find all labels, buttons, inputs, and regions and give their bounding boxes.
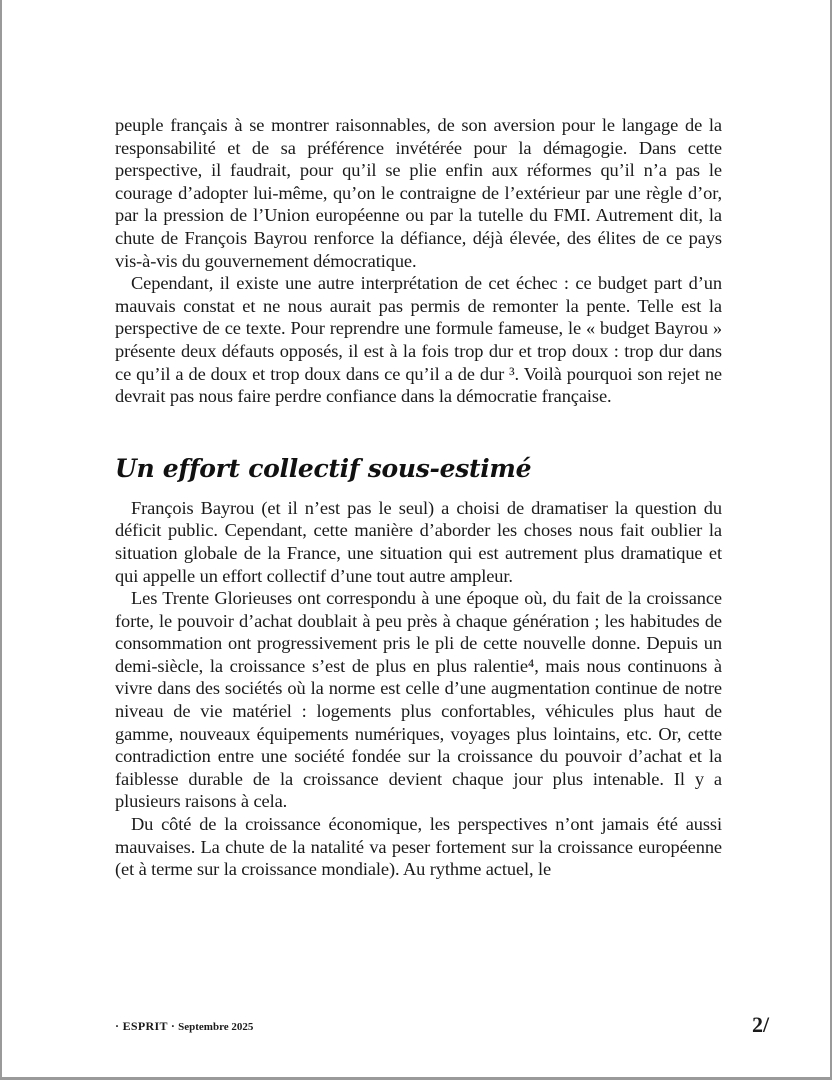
section-heading: Un effort collectif sous-estimé [115, 453, 532, 483]
journal-name: · ESPRIT · [115, 1019, 176, 1033]
paragraph: Cependant, il existe une autre interprétation de cet échec : ce budget part d’un mauvais constat et ne nous aurait pas permis de remonter la pente. Telle est la perspective de ce texte. Pour reprendre une formule fameuse, le « budget Bayrou » présente deux défauts opposés, il est à la fois trop dur et trop doux : trop dur dans ce qu’il a de doux et trop doux dans ce qu’il a de dur ³. Voilà pourquoi son rejet ne devrait pas nous faire perdre confiance dans la démocratie française. [115, 273, 722, 407]
paragraph: Du côté de la croissance économique, les perspectives n’ont jamais été aussi mauvaises. La chute de la natalité va peser fortement sur la croissance européenne (et à terme sur la croissance mondiale). Au rythme actuel, le [115, 814, 722, 880]
page-number: 2/ [752, 1012, 770, 1037]
article-body [115, 114, 722, 881]
page-footer [115, 1019, 253, 1034]
paragraph: François Bayrou (et il n’est pas le seul) a choisi de dramatiser la question du déficit public. Cependant, cette manière d’aborder les choses nous fait oublier la situation globale de la France, une situation qui est autrement plus dramatique et qui appelle un effort collectif d’une tout autre ampleur. [115, 497, 722, 586]
paragraph: Les Trente Glorieuses ont correspondu à une époque où, du fait de la croissance forte, le pouvoir d’achat doublait à peu près à chaque génération ; les habitudes de consommation ont progressivement pris le pli de cette nouvelle donne. Depuis un demi-siècle, la croissance s’est de plus en plus ralentie⁴, mais nous continuons à vivre dans des sociétés où la norme est celle d’une augmentation continue de notre niveau de vie matériel : logements plus confortables, véhicules plus haut de gamme, nouveaux équipements numériques, voyages plus lointains, etc. Or, cette contradiction entre une société fondée sur la croissance du pouvoir d’achat et la faiblesse durable de la croissance devient chaque jour plus intenable. Il y a plusieurs raisons à cela. [115, 588, 722, 812]
paragraph-continuation: peuple français à se montrer raisonnables, de son aversion pour le langage de la responsabilité et de sa préférence invétérée pour la démagogie. Dans cette perspective, il faudrait, pour qu’il se plie enfin aux réformes qu’il n’a pas le courage d’adopter lui-même, qu’on le contraigne de l’extérieur par une règle d’or, par la pression de l’Union européenne ou par la tutelle du FMI. Autrement dit, la chute de François Bayrou renforce la défiance, déjà élevée, des élites de ce pays vis-à-vis du gouvernement démocratique. [115, 115, 722, 271]
issue-date: Septembre 2025 [178, 1021, 254, 1033]
